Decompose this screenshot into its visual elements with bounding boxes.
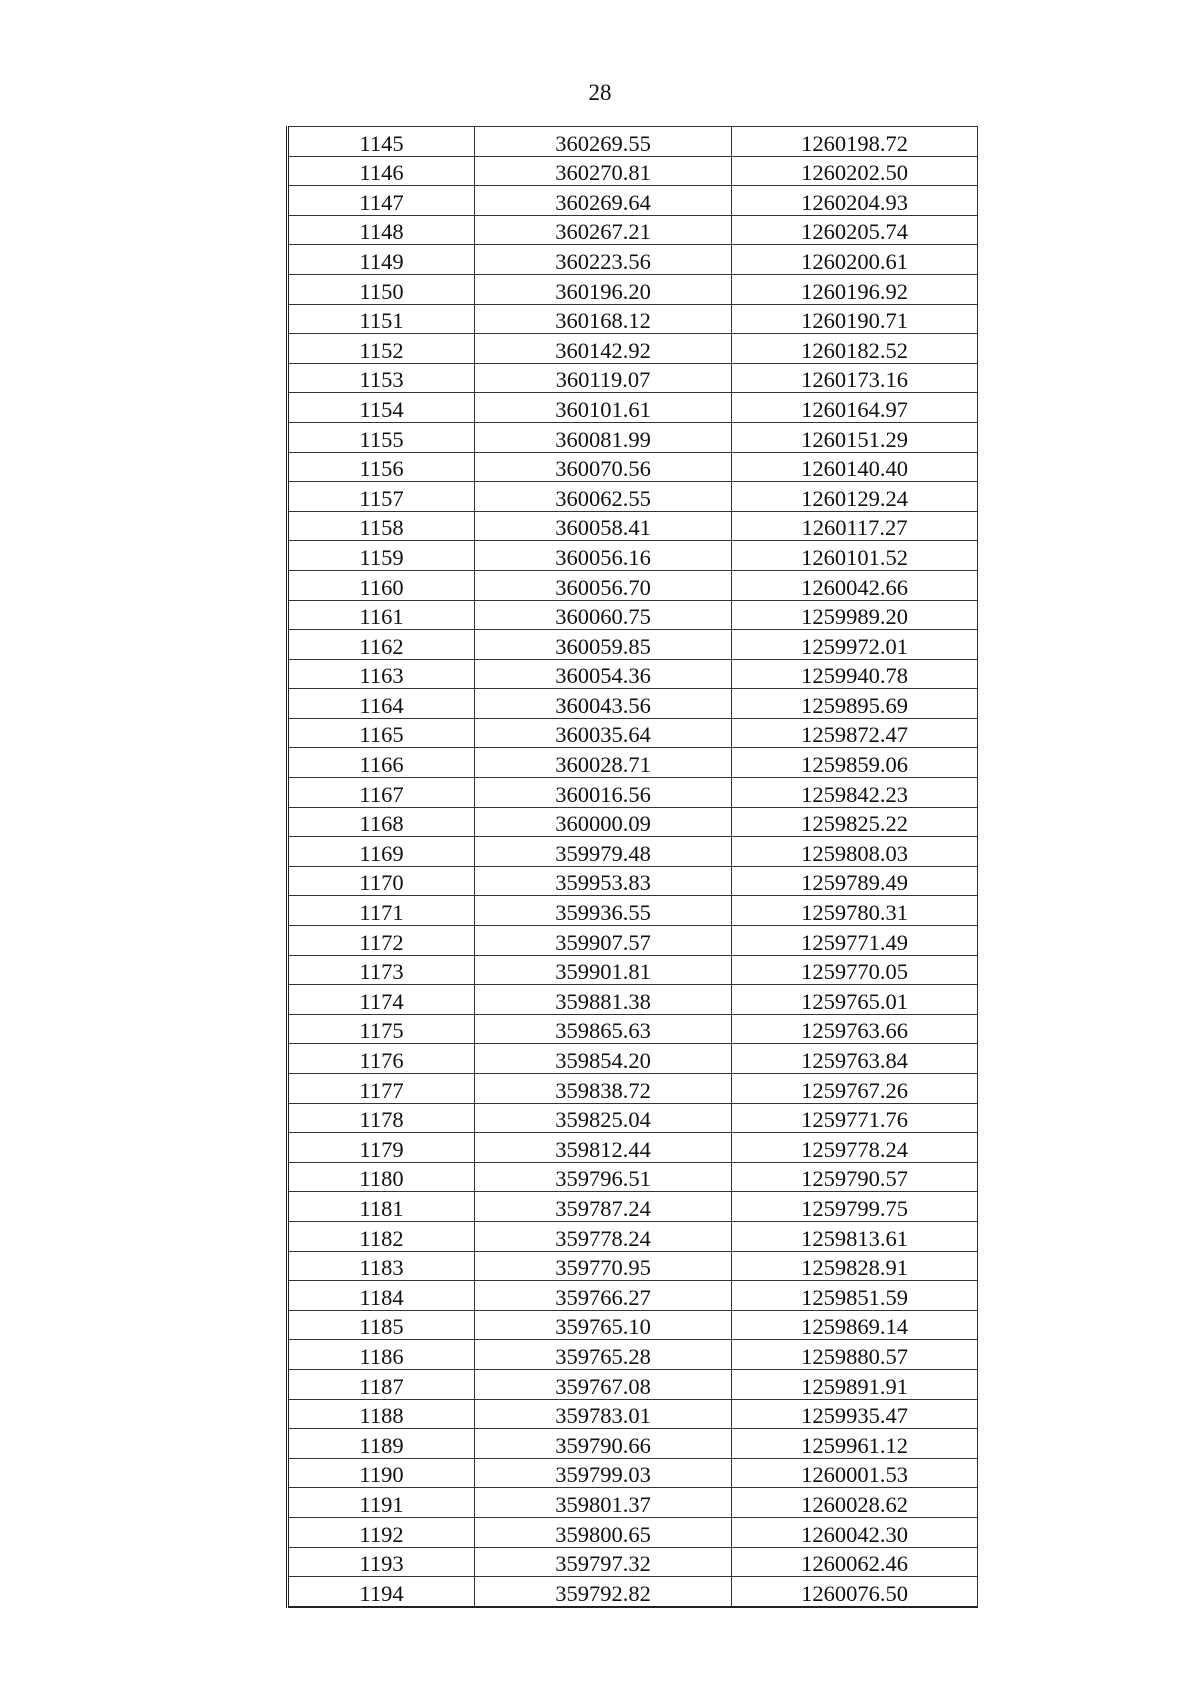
table-row [288,748,978,778]
x-coordinate-cell: 360054.36 [475,659,732,689]
table-row [288,363,978,393]
table-row [288,600,978,630]
y-coordinate-cell: 1259961.12 [732,1429,978,1459]
y-coordinate-cell: 1259813.61 [732,1221,978,1251]
y-coordinate-cell: 1259895.69 [732,689,978,719]
x-coordinate-cell: 359953.83 [475,866,732,896]
table-row [288,1517,978,1547]
y-coordinate-cell: 1260173.16 [732,363,978,393]
y-coordinate-cell: 1259842.23 [732,778,978,808]
y-coordinate-cell: 1259859.06 [732,748,978,778]
table-row [288,215,978,245]
point-number-cell: 1177 [288,1074,475,1104]
y-coordinate-cell: 1259935.47 [732,1399,978,1429]
x-coordinate-cell: 359901.81 [475,955,732,985]
y-coordinate-cell: 1260196.92 [732,274,978,304]
point-number-cell: 1178 [288,1103,475,1133]
x-coordinate-cell: 360016.56 [475,778,732,808]
point-number-cell: 1188 [288,1399,475,1429]
y-coordinate-cell: 1259790.57 [732,1162,978,1192]
y-coordinate-cell: 1260042.66 [732,570,978,600]
table-row [288,1340,978,1370]
point-number-cell: 1152 [288,334,475,364]
table-row [288,955,978,985]
table-row [288,926,978,956]
point-number-cell: 1149 [288,245,475,275]
y-coordinate-cell: 1260117.27 [732,511,978,541]
y-coordinate-cell: 1260198.72 [732,127,978,157]
y-coordinate-cell: 1259972.01 [732,630,978,660]
y-coordinate-cell: 1259770.05 [732,955,978,985]
x-coordinate-cell: 359812.44 [475,1133,732,1163]
table-row [288,896,978,926]
x-coordinate-cell: 360043.56 [475,689,732,719]
y-coordinate-cell: 1259872.47 [732,718,978,748]
x-coordinate-cell: 360081.99 [475,422,732,452]
table-row [288,689,978,719]
table-row [288,1399,978,1429]
table-row [288,1192,978,1222]
table-row [288,1429,978,1459]
point-number-cell: 1194 [288,1577,475,1607]
y-coordinate-cell: 1259771.49 [732,926,978,956]
point-number-cell: 1153 [288,363,475,393]
y-coordinate-cell: 1259780.31 [732,896,978,926]
x-coordinate-cell: 359825.04 [475,1103,732,1133]
x-coordinate-cell: 360062.55 [475,482,732,512]
x-coordinate-cell: 359979.48 [475,837,732,867]
point-number-cell: 1162 [288,630,475,660]
table-row [288,570,978,600]
point-number-cell: 1189 [288,1429,475,1459]
point-number-cell: 1184 [288,1281,475,1311]
y-coordinate-cell: 1259869.14 [732,1310,978,1340]
y-coordinate-cell: 1260164.97 [732,393,978,423]
x-coordinate-cell: 360269.64 [475,186,732,216]
y-coordinate-cell: 1259989.20 [732,600,978,630]
x-coordinate-cell: 360028.71 [475,748,732,778]
y-coordinate-cell: 1259825.22 [732,807,978,837]
page-number: 28 [588,80,612,105]
y-coordinate-cell: 1259808.03 [732,837,978,867]
y-coordinate-cell: 1259765.01 [732,985,978,1015]
x-coordinate-cell: 359770.95 [475,1251,732,1281]
x-coordinate-cell: 360058.41 [475,511,732,541]
x-coordinate-cell: 359796.51 [475,1162,732,1192]
point-number-cell: 1192 [288,1517,475,1547]
point-number-cell: 1174 [288,985,475,1015]
point-number-cell: 1180 [288,1162,475,1192]
x-coordinate-cell: 359907.57 [475,926,732,956]
table-row [288,1162,978,1192]
point-number-cell: 1155 [288,422,475,452]
coordinates-table [286,126,978,1608]
x-coordinate-cell: 359838.72 [475,1074,732,1104]
point-number-cell: 1154 [288,393,475,423]
table-row [288,245,978,275]
point-number-cell: 1157 [288,482,475,512]
y-coordinate-cell: 1259763.84 [732,1044,978,1074]
y-coordinate-cell: 1259767.26 [732,1074,978,1104]
table-row [288,659,978,689]
x-coordinate-cell: 360070.56 [475,452,732,482]
y-coordinate-cell: 1260001.53 [732,1458,978,1488]
table-row [288,1074,978,1104]
x-coordinate-cell: 360056.70 [475,570,732,600]
x-coordinate-cell: 360270.81 [475,156,732,186]
point-number-cell: 1171 [288,896,475,926]
y-coordinate-cell: 1260042.30 [732,1517,978,1547]
table-row [288,718,978,748]
x-coordinate-cell: 359765.28 [475,1340,732,1370]
y-coordinate-cell: 1260151.29 [732,422,978,452]
x-coordinate-cell: 360223.56 [475,245,732,275]
table-row [288,1133,978,1163]
x-coordinate-cell: 360142.92 [475,334,732,364]
point-number-cell: 1186 [288,1340,475,1370]
x-coordinate-cell: 359792.82 [475,1577,732,1607]
table-row [288,1458,978,1488]
table-row [288,1369,978,1399]
y-coordinate-cell: 1260190.71 [732,304,978,334]
point-number-cell: 1175 [288,1014,475,1044]
point-number-cell: 1147 [288,186,475,216]
table-row [288,511,978,541]
y-coordinate-cell: 1259851.59 [732,1281,978,1311]
point-number-cell: 1160 [288,570,475,600]
point-number-cell: 1190 [288,1458,475,1488]
x-coordinate-cell: 360101.61 [475,393,732,423]
y-coordinate-cell: 1260202.50 [732,156,978,186]
y-coordinate-cell: 1259891.91 [732,1369,978,1399]
y-coordinate-cell: 1259799.75 [732,1192,978,1222]
x-coordinate-cell: 359801.37 [475,1488,732,1518]
table-row [288,807,978,837]
y-coordinate-cell: 1260182.52 [732,334,978,364]
point-number-cell: 1145 [288,127,475,157]
table-row [288,334,978,364]
x-coordinate-cell: 360060.75 [475,600,732,630]
table-row [288,1251,978,1281]
point-number-cell: 1191 [288,1488,475,1518]
point-number-cell: 1159 [288,541,475,571]
point-number-cell: 1176 [288,1044,475,1074]
table-row [288,422,978,452]
table-row [288,630,978,660]
x-coordinate-cell: 359881.38 [475,985,732,1015]
point-number-cell: 1170 [288,866,475,896]
point-number-cell: 1179 [288,1133,475,1163]
point-number-cell: 1150 [288,274,475,304]
table-row [288,1310,978,1340]
table-row [288,985,978,1015]
point-number-cell: 1185 [288,1310,475,1340]
table-row [288,452,978,482]
y-coordinate-cell: 1260140.40 [732,452,978,482]
x-coordinate-cell: 359854.20 [475,1044,732,1074]
point-number-cell: 1165 [288,718,475,748]
y-coordinate-cell: 1260101.52 [732,541,978,571]
point-number-cell: 1181 [288,1192,475,1222]
table-row [288,304,978,334]
table-row [288,274,978,304]
table-row [288,1547,978,1577]
table-row [288,541,978,571]
x-coordinate-cell: 359936.55 [475,896,732,926]
point-number-cell: 1156 [288,452,475,482]
x-coordinate-cell: 359766.27 [475,1281,732,1311]
table-row [288,1281,978,1311]
point-number-cell: 1193 [288,1547,475,1577]
y-coordinate-cell: 1260204.93 [732,186,978,216]
x-coordinate-cell: 359865.63 [475,1014,732,1044]
table-row [288,1577,978,1607]
x-coordinate-cell: 359790.66 [475,1429,732,1459]
y-coordinate-cell: 1259828.91 [732,1251,978,1281]
point-number-cell: 1164 [288,689,475,719]
point-number-cell: 1183 [288,1251,475,1281]
coordinates-table-body [288,127,978,1607]
x-coordinate-cell: 359797.32 [475,1547,732,1577]
x-coordinate-cell: 359787.24 [475,1192,732,1222]
point-number-cell: 1173 [288,955,475,985]
y-coordinate-cell: 1259771.76 [732,1103,978,1133]
point-number-cell: 1187 [288,1369,475,1399]
point-number-cell: 1151 [288,304,475,334]
table-row [288,1221,978,1251]
x-coordinate-cell: 360269.55 [475,127,732,157]
x-coordinate-cell: 360119.07 [475,363,732,393]
point-number-cell: 1168 [288,807,475,837]
point-number-cell: 1163 [288,659,475,689]
y-coordinate-cell: 1260028.62 [732,1488,978,1518]
x-coordinate-cell: 360168.12 [475,304,732,334]
x-coordinate-cell: 359767.08 [475,1369,732,1399]
table-row [288,1488,978,1518]
x-coordinate-cell: 360000.09 [475,807,732,837]
table-row [288,156,978,186]
x-coordinate-cell: 360035.64 [475,718,732,748]
point-number-cell: 1146 [288,156,475,186]
point-number-cell: 1166 [288,748,475,778]
table-row [288,393,978,423]
x-coordinate-cell: 360056.16 [475,541,732,571]
y-coordinate-cell: 1260062.46 [732,1547,978,1577]
y-coordinate-cell: 1259778.24 [732,1133,978,1163]
x-coordinate-cell: 359799.03 [475,1458,732,1488]
x-coordinate-cell: 359783.01 [475,1399,732,1429]
table-row [288,778,978,808]
point-number-cell: 1158 [288,511,475,541]
x-coordinate-cell: 360059.85 [475,630,732,660]
table-row [288,1103,978,1133]
point-number-cell: 1172 [288,926,475,956]
y-coordinate-cell: 1260129.24 [732,482,978,512]
x-coordinate-cell: 359778.24 [475,1221,732,1251]
point-number-cell: 1169 [288,837,475,867]
y-coordinate-cell: 1259763.66 [732,1014,978,1044]
x-coordinate-cell: 360196.20 [475,274,732,304]
y-coordinate-cell: 1259789.49 [732,866,978,896]
y-coordinate-cell: 1260200.61 [732,245,978,275]
point-number-cell: 1148 [288,215,475,245]
y-coordinate-cell: 1260076.50 [732,1577,978,1607]
y-coordinate-cell: 1259940.78 [732,659,978,689]
point-number-cell: 1167 [288,778,475,808]
table-row [288,1044,978,1074]
y-coordinate-cell: 1259880.57 [732,1340,978,1370]
table-row [288,482,978,512]
x-coordinate-cell: 360267.21 [475,215,732,245]
table-row [288,1014,978,1044]
point-number-cell: 1161 [288,600,475,630]
x-coordinate-cell: 359765.10 [475,1310,732,1340]
table-row [288,866,978,896]
x-coordinate-cell: 359800.65 [475,1517,732,1547]
point-number-cell: 1182 [288,1221,475,1251]
table-row [288,186,978,216]
y-coordinate-cell: 1260205.74 [732,215,978,245]
table-row [288,127,978,157]
table-row [288,837,978,867]
